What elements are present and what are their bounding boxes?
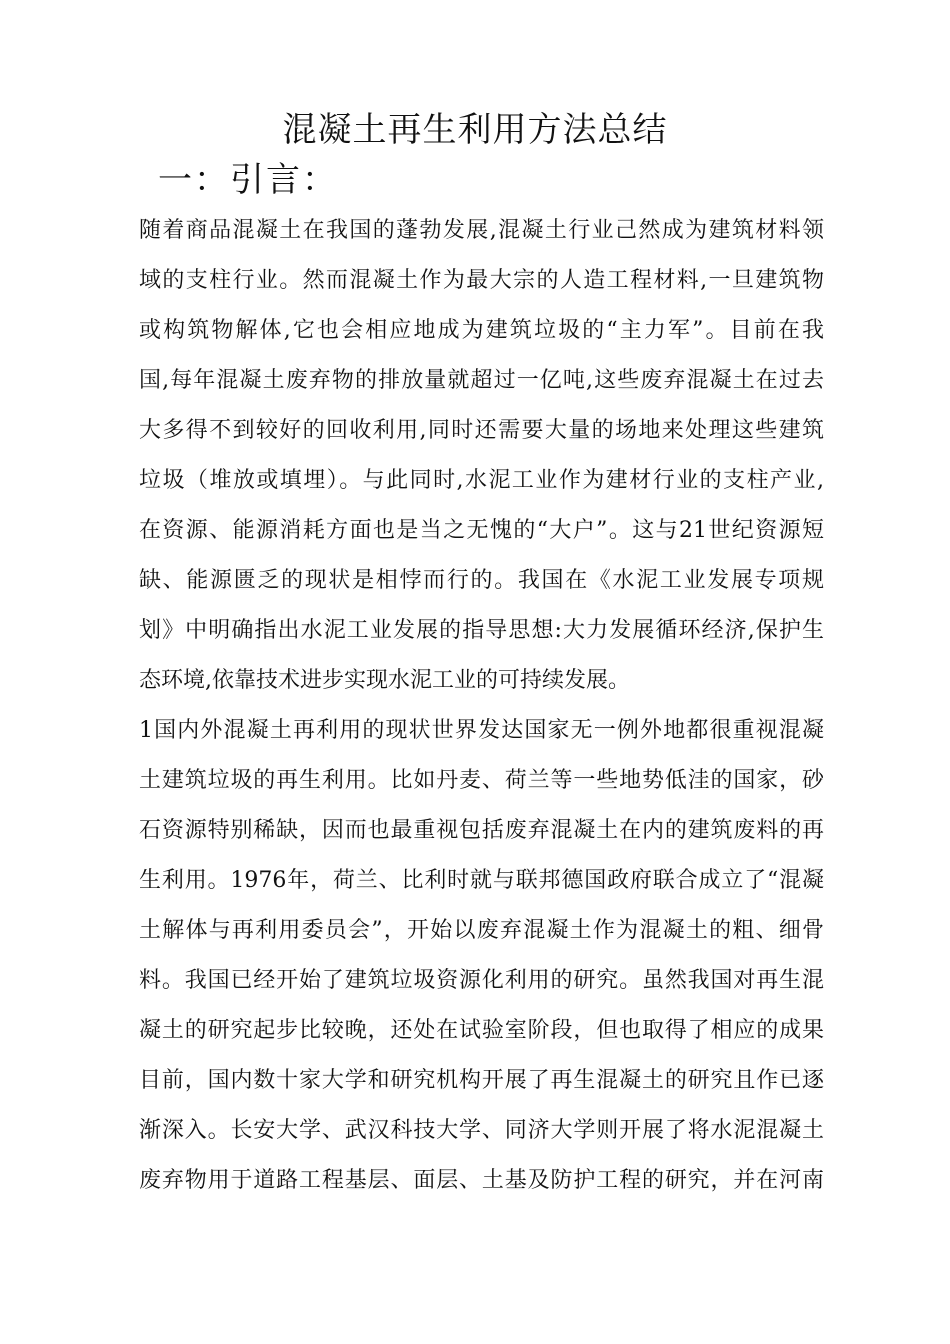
text-line: 石资源特别稀缺，因而也最重视包括废弃混凝土在内的建筑废料的再 (139, 818, 824, 843)
text-line: 料。我国已经开始了建筑垃圾资源化利用的研究。虽然我国对再生混 (139, 968, 824, 993)
paragraph-introduction (139, 206, 824, 706)
paragraph-status (139, 706, 824, 1206)
text-line: 废弃物用于道路工程基层、面层、土基及防护工程的研究，并在河南 (139, 1168, 824, 1193)
document-title: 混凝土再生利用方法总结 (282, 110, 668, 150)
text-line: 国,每年混凝土废弃物的排放量就超过一亿吨,这些废弃混凝土在过去 (139, 368, 824, 393)
section-heading-introduction: 一：引言： (158, 160, 338, 200)
text-line: 或构筑物解体,它也会相应地成为建筑垃圾的“主力军”。目前在我 (139, 318, 824, 343)
text-line: 目前，国内数十家大学和研究机构开展了再生混凝土的研究且作已逐 (139, 1068, 824, 1093)
text-line: 1国内外混凝土再利用的现状世界发达国家无一例外地都很重视混凝 (139, 718, 824, 743)
text-line: 渐深入。长安大学、武汉科技大学、同济大学则开展了将水泥混凝土 (139, 1118, 824, 1143)
text-line: 域的支柱行业。然而混凝土作为最大宗的人造工程材料,一旦建筑物 (139, 268, 824, 293)
text-line: 态环境,依靠技术进步实现水泥工业的可持续发展。 (139, 668, 630, 693)
text-line: 大多得不到较好的回收利用,同时还需要大量的场地来处理这些建筑 (139, 418, 824, 443)
text-line: 随着商品混凝土在我国的蓬勃发展,混凝土行业己然成为建筑材料领 (139, 218, 824, 243)
text-line: 凝土的研究起步比较晚，还处在试验室阶段，但也取得了相应的成果 (139, 1018, 824, 1043)
text-line: 土建筑垃圾的再生利用。比如丹麦、荷兰等一些地势低洼的国家，砂 (139, 768, 824, 793)
text-line: 缺、能源匮乏的现状是相悖而行的。我国在《水泥工业发展专项规 (139, 568, 824, 593)
text-line: 土解体与再利用委员会”，开始以废弃混凝土作为混凝土的粗、细骨 (139, 918, 824, 943)
text-line: 生利用。1976年，荷兰、比利时就与联邦德国政府联合成立了“混凝 (139, 868, 824, 893)
text-line: 在资源、能源消耗方面也是当之无愧的“大户”。这与21世纪资源短 (139, 518, 824, 543)
text-line: 垃圾（堆放或填埋）。与此同时,水泥工业作为建材行业的支柱产业, (139, 468, 824, 493)
text-line: 划》中明确指出水泥工业发展的指导思想:大力发展循环经济,保护生 (139, 618, 824, 643)
